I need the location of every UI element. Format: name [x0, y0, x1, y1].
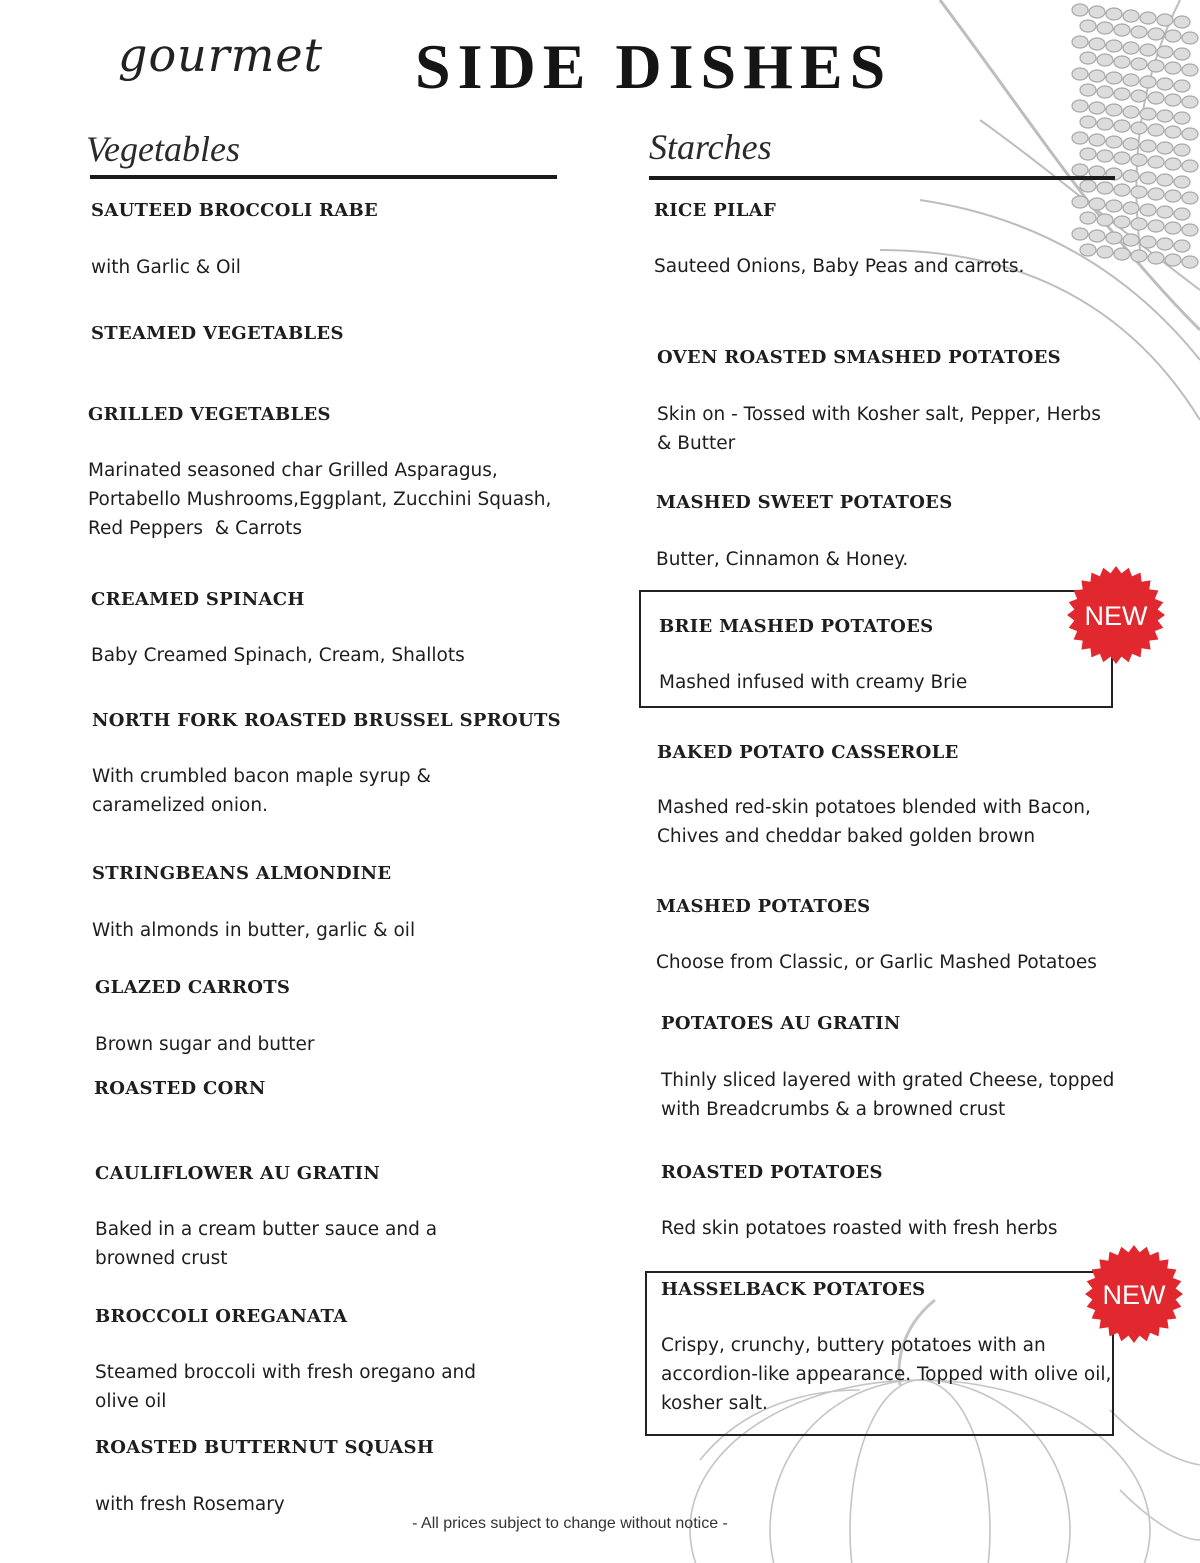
corn-kernel [1174, 144, 1190, 156]
corn-kernel [1072, 132, 1088, 144]
corn-kernel [1097, 246, 1113, 258]
corn-kernel [1089, 38, 1105, 50]
starch-item-title: MASHED POTATOES [656, 896, 871, 917]
starch-item-desc: Mashed infused with creamy Brie [659, 672, 968, 693]
veg-item-desc: Baby Creamed Spinach, Cream, Shallots [91, 645, 465, 666]
corn-kernel [1106, 8, 1122, 20]
corn-kernel [1123, 42, 1139, 54]
corn-kernel [1114, 184, 1130, 196]
corn-kernel [1114, 56, 1130, 68]
corn-kernel [1072, 196, 1088, 208]
corn-kernel [1131, 122, 1147, 134]
corn-kernel [1148, 60, 1164, 72]
new-badge [1066, 565, 1166, 665]
veg-item-title: NORTH FORK ROASTED BRUSSEL SPROUTS [92, 710, 561, 731]
starch-item-title: OVEN ROASTED SMASHED POTATOES [657, 347, 1061, 368]
starch-item-title: ROASTED POTATOES [661, 1162, 883, 1183]
corn-kernel [1140, 204, 1156, 216]
corn-kernel [1080, 180, 1096, 192]
starch-item-desc: Choose from Classic, or Garlic Mashed Potatoes [656, 952, 1097, 973]
corn-kernel [1072, 228, 1088, 240]
corn-kernel [1080, 20, 1096, 32]
corn-kernel [1106, 104, 1122, 116]
corn-kernel [1106, 72, 1122, 84]
corn-kernel [1089, 102, 1105, 114]
veg-item-title: ROASTED CORN [94, 1078, 266, 1099]
price-disclaimer: - All prices subject to change without notice - [412, 1515, 728, 1532]
badge-label: NEW [1102, 1280, 1166, 1310]
corn-kernel [1097, 86, 1113, 98]
corn-kernel [1157, 14, 1173, 26]
corn-kernel [1174, 80, 1190, 92]
corn-kernel [1123, 74, 1139, 86]
corn-kernel [1080, 52, 1096, 64]
veg-item-title: SAUTEED BROCCOLI RABE [91, 200, 379, 221]
starch-item-title: BAKED POTATO CASSEROLE [657, 742, 959, 763]
veg-item-desc: with fresh Rosemary [95, 1494, 285, 1515]
corn-kernel [1123, 10, 1139, 22]
starch-item-title: HASSELBACK POTATOES [661, 1279, 926, 1300]
veg-item-title: GLAZED CARROTS [95, 977, 291, 998]
corn-kernel [1072, 100, 1088, 112]
veg-item-title: CAULIFLOWER AU GRATIN [95, 1163, 381, 1184]
corn-kernel [1123, 170, 1139, 182]
corn-kernel [1106, 200, 1122, 212]
veg-item-desc: with Garlic & Oil [91, 257, 241, 278]
corn-kernel [1165, 126, 1181, 138]
starch-item-desc: Butter, Cinnamon & Honey. [656, 549, 909, 570]
starch-item-desc: Skin on - Tossed with Kosher salt, Pepper, Herbs & Butter [657, 404, 1101, 454]
corn-kernel [1148, 156, 1164, 168]
starches-heading: Starches [649, 127, 772, 167]
corn-kernel [1148, 252, 1164, 264]
veg-item-desc: With almonds in butter, garlic & oil [92, 920, 416, 941]
script-heading-word: gourmet [118, 28, 324, 82]
corn-kernel [1089, 198, 1105, 210]
veg-item-desc: With crumbled bacon maple syrup & caramelized onion. [92, 766, 431, 816]
corn-kernel [1148, 188, 1164, 200]
corn-kernel [1140, 172, 1156, 184]
corn-kernel [1182, 192, 1198, 204]
starch-item-desc: Mashed red-skin potatoes blended with Bacon, Chives and cheddar baked golden brown [657, 797, 1091, 847]
corn-kernel [1131, 26, 1147, 38]
corn-kernel [1182, 128, 1198, 140]
corn-kernel [1114, 120, 1130, 132]
corn-kernel [1165, 30, 1181, 42]
corn-kernel [1148, 28, 1164, 40]
corn-kernel [1097, 182, 1113, 194]
corn-kernel [1080, 148, 1096, 160]
corn-kernel [1131, 58, 1147, 70]
corn-kernel [1072, 164, 1088, 176]
veg-item-title: ROASTED BUTTERNUT SQUASH [95, 1437, 435, 1458]
corn-kernel [1089, 6, 1105, 18]
corn-kernel [1182, 160, 1198, 172]
veg-item-title: STRINGBEANS ALMONDINE [92, 863, 392, 884]
corn-kernel [1182, 96, 1198, 108]
corn-kernel [1114, 216, 1130, 228]
starch-item-title: MASHED SWEET POTATOES [656, 492, 953, 513]
starch-item-desc: Crispy, crunchy, buttery potatoes with an accordion-like appearance. Topped with olive oil, kosher salt. [661, 1335, 1112, 1414]
starch-item-title: POTATOES AU GRATIN [661, 1013, 901, 1034]
corn-kernel [1123, 106, 1139, 118]
veg-item-title: BROCCOLI OREGANATA [95, 1306, 348, 1327]
corn-kernel [1114, 248, 1130, 260]
corn-kernel [1165, 94, 1181, 106]
corn-kernel [1089, 230, 1105, 242]
corn-kernel [1131, 250, 1147, 262]
corn-kernel [1080, 116, 1096, 128]
corn-kernel [1140, 236, 1156, 248]
corn-kernel [1165, 190, 1181, 202]
starch-item-desc: Sauteed Onions, Baby Peas and carrots. [654, 256, 1025, 277]
badge-burst-icon [1084, 1244, 1184, 1344]
corn-kernel [1097, 150, 1113, 162]
corn-kernel [1131, 218, 1147, 230]
corn-kernel [1148, 220, 1164, 232]
corn-kernel [1114, 24, 1130, 36]
corn-kernel [1182, 64, 1198, 76]
corn-kernel [1148, 124, 1164, 136]
corn-kernel [1157, 78, 1173, 90]
corn-kernel [1174, 176, 1190, 188]
starch-item-title: RICE PILAF [654, 200, 777, 221]
corn-kernel [1072, 36, 1088, 48]
corn-kernel [1174, 16, 1190, 28]
corn-kernel [1089, 134, 1105, 146]
corn-kernel [1182, 256, 1198, 268]
page-title: SIDE DISHES [415, 31, 893, 102]
starch-item-desc: Red skin potatoes roasted with fresh herbs [661, 1218, 1058, 1239]
corn-kernel [1157, 174, 1173, 186]
veg-item-desc: Brown sugar and butter [95, 1034, 315, 1055]
corn-kernel [1182, 224, 1198, 236]
corn-kernel [1157, 110, 1173, 122]
corn-kernel [1182, 32, 1198, 44]
starch-item-title: BRIE MASHED POTATOES [659, 616, 934, 637]
veg-item-title: CREAMED SPINACH [91, 589, 305, 610]
corn-kernel [1157, 142, 1173, 154]
vegetables-rule [90, 175, 557, 179]
corn-kernel [1165, 158, 1181, 170]
starches-rule [649, 176, 1115, 180]
corn-kernel [1131, 90, 1147, 102]
starch-item-desc: Thinly sliced layered with grated Cheese, topped with Breadcrumbs & a browned crust [661, 1070, 1115, 1120]
corn-kernel [1080, 212, 1096, 224]
corn-kernel [1131, 186, 1147, 198]
corn-kernel [1140, 76, 1156, 88]
corn-kernel [1174, 240, 1190, 252]
corn-kernel [1157, 46, 1173, 58]
badge-label: NEW [1084, 601, 1148, 631]
corn-kernel [1140, 12, 1156, 24]
corn-kernel [1106, 40, 1122, 52]
corn-kernel [1089, 70, 1105, 82]
corn-kernel [1174, 112, 1190, 124]
corn-kernel [1080, 84, 1096, 96]
veg-item-desc: Baked in a cream butter sauce and a browned crust [95, 1219, 438, 1269]
corn-kernel [1097, 118, 1113, 130]
corn-kernel [1174, 48, 1190, 60]
corn-kernel [1148, 92, 1164, 104]
corn-kernel [1165, 254, 1181, 266]
corn-kernel [1165, 62, 1181, 74]
corn-kernel [1157, 238, 1173, 250]
corn-kernel [1174, 208, 1190, 220]
corn-kernel [1072, 68, 1088, 80]
veg-item-desc: Marinated seasoned char Grilled Asparagus, Portabello Mushrooms,Eggplant, Zucchini Squash, Red Peppers & Carrots [88, 460, 552, 539]
corn-kernel [1123, 202, 1139, 214]
corn-kernel [1165, 222, 1181, 234]
corn-kernel [1123, 234, 1139, 246]
corn-kernel [1157, 206, 1173, 218]
corn-kernel [1097, 54, 1113, 66]
corn-kernel [1123, 138, 1139, 150]
corn-kernel [1140, 140, 1156, 152]
veg-item-title: STEAMED VEGETABLES [91, 323, 344, 344]
new-badge [1084, 1244, 1184, 1344]
corn-kernel [1072, 4, 1088, 16]
vegetables-heading: Vegetables [86, 129, 240, 169]
corn-kernel [1114, 88, 1130, 100]
badge-burst-icon [1066, 565, 1166, 665]
corn-kernel [1097, 22, 1113, 34]
veg-item-desc: Steamed broccoli with fresh oregano and olive oil [95, 1362, 477, 1412]
corn-kernel [1097, 214, 1113, 226]
corn-kernel [1140, 108, 1156, 120]
corn-kernel [1140, 44, 1156, 56]
corn-kernel [1131, 154, 1147, 166]
veg-item-title: GRILLED VEGETABLES [88, 404, 331, 425]
corn-kernel [1080, 244, 1096, 256]
corn-kernel [1106, 232, 1122, 244]
corn-kernel [1114, 152, 1130, 164]
corn-kernel [1106, 136, 1122, 148]
